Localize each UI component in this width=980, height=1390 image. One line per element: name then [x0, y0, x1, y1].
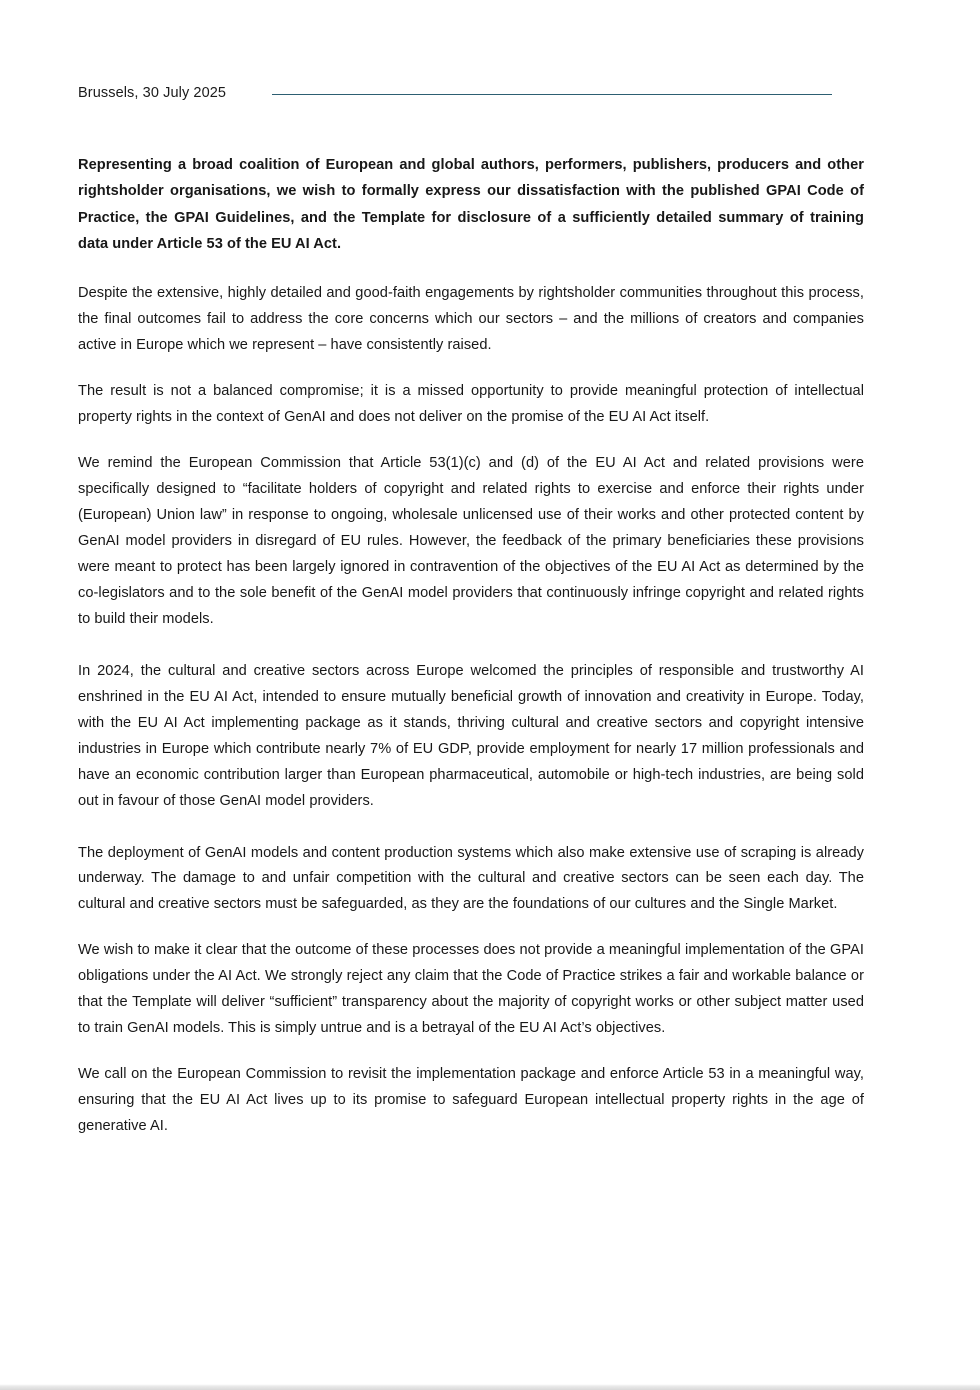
page-content: [78, 78, 864, 1160]
lead-paragraph: Representing a broad coalition of European and global authors, performers, publishers, producers and other rightsholder organisations, we wish to formally express our dissatisfaction with the published GPAI Code of Practice, the GPAI Guidelines, and the Template for disclosure of a sufficiently detailed summary of training data under Article 53 of the EU AI Act.: [78, 157, 864, 252]
letterhead: [78, 78, 864, 108]
page-edge-shadow: [0, 1376, 980, 1390]
paragraph-7: We call on the European Commission to revisit the implementation package and enforce Article 53 in a meaningful way, ensuring that the EU AI Act lives up to its promise to safeguard European intellectual property rights in the age of generative AI.: [78, 1066, 864, 1135]
paragraph-1: Despite the extensive, highly detailed and good-faith engagements by rightsholder communities throughout this process, the final outcomes fail to address the core concerns which our sectors – and the millions of creators and companies active in Europe which we represent – have consistently raised.: [78, 285, 864, 353]
paragraph-3: We remind the European Commission that Article 53(1)(c) and (d) of the EU AI Act and related provisions were specifically designed to “facilitate holders of copyright and related rights to exercise and enforce their rights under (European) Union law” in response to ongoing, wholesale unlicensed use of their works and other protected content by GenAI model providers in disregard of EU rules. However, the feedback of the primary beneficiaries these provisions were meant to protect has been largely ignored in contravention of the objectives of the EU AI Act as determined by the co-legislators and to the sole benefit of the GenAI model providers that continuously infringe copyright and related rights to build their models.: [78, 454, 864, 627]
paragraph-5: The deployment of GenAI models and content production systems which also make extensive use of scraping is already underway. The damage to and unfair competition with the cultural and creative sectors can be seen each day. The cultural and creative sectors must be safeguarded, as they are the foundations of our cultures and the Single Market.: [78, 844, 864, 913]
letter-date: Brussels, 30 July 2025: [78, 85, 227, 101]
paragraph-6: We wish to make it clear that the outcome of these processes does not provide a meaningful implementation of the GPAI obligations under the AI Act. We strongly reject any claim that the Code of Practice strikes a fair and workable balance or that the Template will deliver “sufficient” transparency about the majority of copyright works or other subject matter used to train GenAI models. This is simply untrue and is a betrayal of the EU AI Act’s objectives.: [78, 942, 864, 1037]
paragraph-4: In 2024, the cultural and creative sectors across Europe welcomed the principles of responsible and trustworthy AI enshrined in the EU AI Act, intended to ensure mutually beneficial growth of innovation and creativity in Europe. Today, with the EU AI Act implementing package as it stands, thriving cultural and creative sectors and copyright intensive industries in Europe which contribute nearly 7% of EU GDP, provide employment for nearly 17 million professionals and have an economic contribution larger than European pharmaceutical, automobile or high-tech industries, are being sold out in favour of those GenAI model providers.: [78, 662, 864, 809]
paragraph-2: The result is not a balanced compromise; it is a missed opportunity to provide meaningful protection of intellectual property rights in the context of GenAI and does not deliver on the promise of the EU AI Act itself.: [78, 382, 864, 425]
header-divider-line: [272, 94, 832, 95]
letter-body: [78, 152, 864, 1140]
